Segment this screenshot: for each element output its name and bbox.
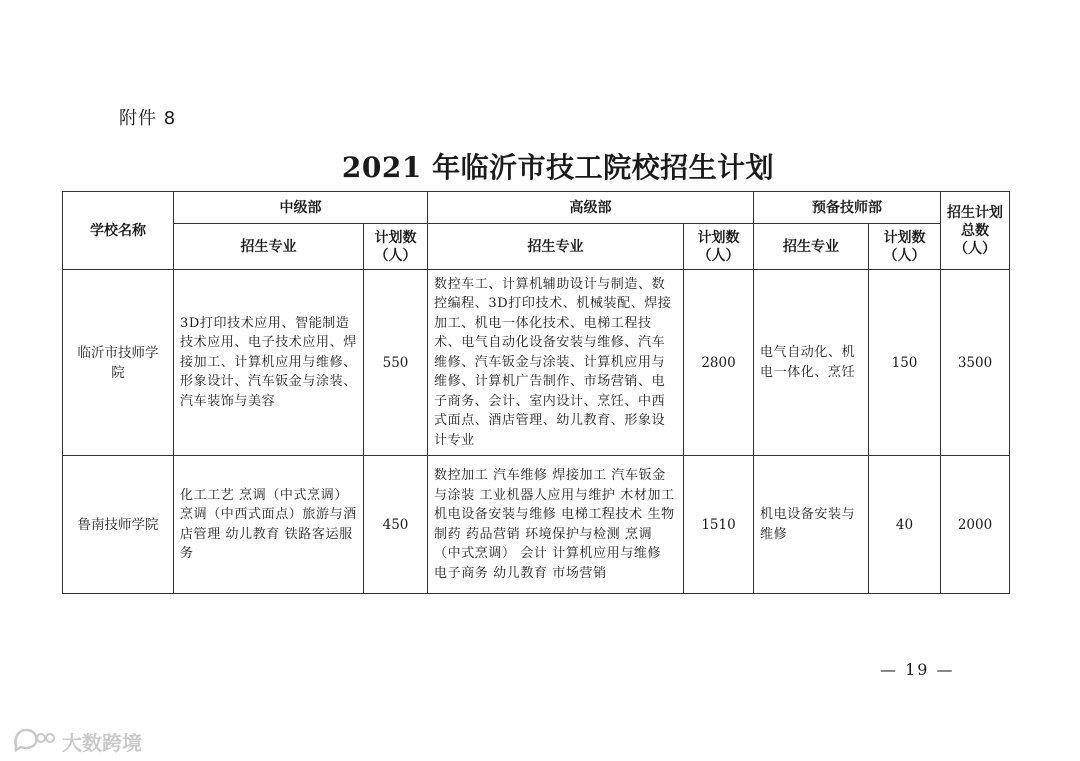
table-row (63, 456, 1010, 594)
header-senior-major: 招生专业 (428, 224, 684, 270)
watermark-text: 大数跨境 (62, 731, 142, 755)
chat-bubble-logo-icon (12, 726, 56, 757)
senior-count-cell: 2800 (684, 270, 754, 456)
header-senior: 高级部 (428, 192, 754, 224)
header-preparatory: 预备技师部 (754, 192, 941, 224)
enrollment-plan-table (62, 191, 1010, 594)
senior-count-cell: 1510 (684, 456, 754, 594)
document-title: 2021 年临沂市技工院校招生计划 (341, 151, 775, 184)
header-prep-major: 招生专业 (754, 224, 869, 270)
header-intermediate-major: 招生专业 (174, 224, 364, 270)
prep-majors-cell: 机电设备安装与维修 (754, 456, 869, 594)
page-number: — 19 — (880, 660, 955, 679)
header-prep-count: 计划数（人） (869, 224, 941, 270)
header-intermediate-count: 计划数（人） (364, 224, 428, 270)
senior-majors-cell: 数控加工 汽车维修 焊接加工 汽车钣金与涂装 工业机器人应用与维护 木材加工 机电设备安装与维修 电梯工程技术 生物制药 药品营销 环境保护与检测 烹调（中式烹调） 会计 计算机应用与维修 电子商务 幼儿教育 市场营销 (428, 456, 684, 594)
prep-count-cell: 150 (869, 270, 941, 456)
header-school-name: 学校名称 (63, 192, 174, 270)
school-name-cell: 鲁南技师学院 (63, 456, 174, 594)
intermediate-majors-cell: 化工工艺 烹调（中式烹调） 烹调（中西式面点）旅游与酒店管理 幼儿教育 铁路客运服务 (174, 456, 364, 594)
header-senior-count: 计划数（人） (684, 224, 754, 270)
attachment-label: 附件 8 (119, 108, 177, 129)
intermediate-count-cell: 550 (364, 270, 428, 456)
watermark (12, 726, 142, 757)
school-name-cell: 临沂市技师学院 (63, 270, 174, 456)
header-row-1 (63, 192, 1010, 224)
prep-count-cell: 40 (869, 456, 941, 594)
header-row-2 (63, 224, 1010, 270)
total-count-cell: 3500 (941, 270, 1010, 456)
intermediate-count-cell: 450 (364, 456, 428, 594)
total-count-cell: 2000 (941, 456, 1010, 594)
header-intermediate: 中级部 (174, 192, 428, 224)
prep-majors-cell: 电气自动化、机电一体化、烹饪 (754, 270, 869, 456)
senior-majors-cell: 数控车工、计算机辅助设计与制造、数控编程、3D打印技术、机械装配、焊接加工、机电一体化技术、电梯工程技术、电气自动化设备安装与维修、汽车维修、汽车钣金与涂装、计算机应用与维修、计算机广告制作、市场营销、电子商务、会计、室内设计、烹饪、中西式面点、酒店管理、幼儿教育、形象设计专业 (428, 270, 684, 456)
header-total: 招生计划总数（人） (941, 192, 1010, 270)
intermediate-majors-cell: 3D打印技术应用、智能制造技术应用、电子技术应用、焊接加工、计算机应用与维修、形象设计、汽车钣金与涂装、汽车装饰与美容 (174, 270, 364, 456)
table-row (63, 270, 1010, 456)
